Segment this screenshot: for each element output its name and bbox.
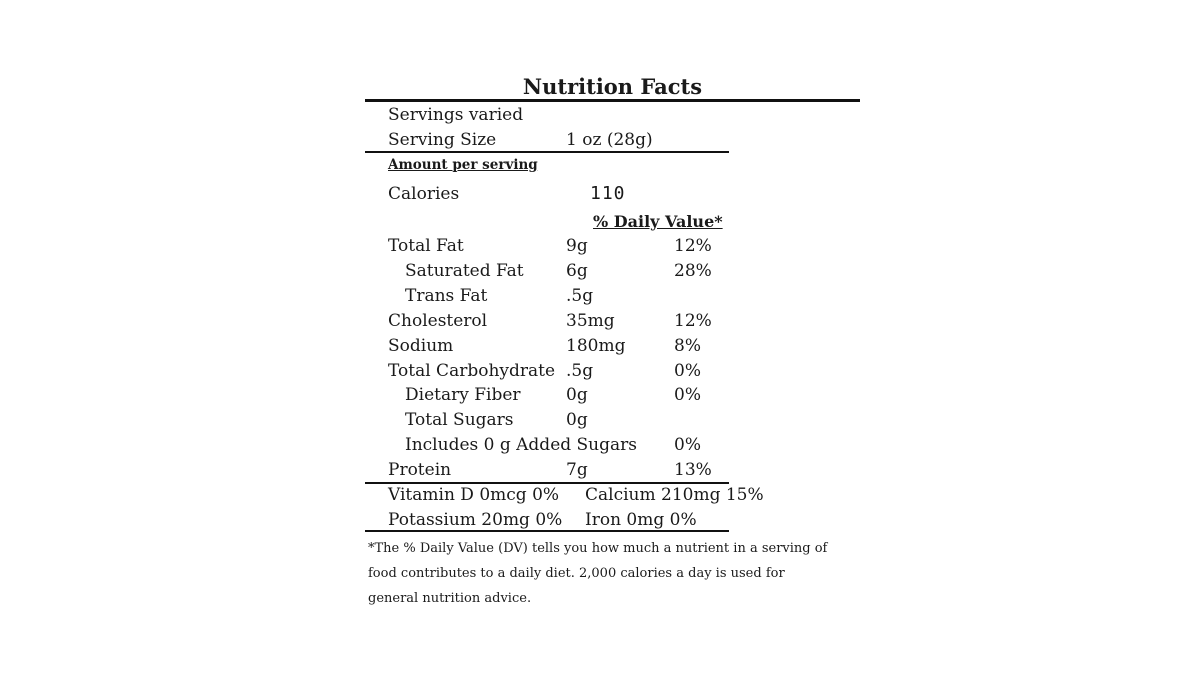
- daily-value-header: % Daily Value*: [593, 212, 723, 231]
- nutrient-name: Protein: [388, 460, 452, 481]
- nutrient-row: [0, 384, 1200, 408]
- amount-per-serving-header: Amount per serving: [388, 157, 538, 173]
- iron-text: Iron 0mg 0%: [585, 510, 697, 530]
- calcium-text: Calcium 210mg 15%: [585, 485, 764, 505]
- nutrient-daily-value: 13%: [674, 460, 712, 481]
- nutrient-daily-value: 28%: [674, 260, 712, 281]
- nutrient-row: [0, 260, 1200, 284]
- vitamin-d-text: Vitamin D 0mcg 0%: [388, 485, 560, 505]
- nutrient-amount: .5g: [566, 285, 594, 306]
- nutrient-row: [0, 235, 1200, 259]
- nutrient-row: [0, 434, 1200, 458]
- nutrient-amount: 9g: [566, 236, 588, 256]
- nutrient-name: Saturated Fat: [405, 260, 524, 281]
- nutrient-name: Trans Fat: [405, 285, 488, 306]
- nutrient-row: [0, 459, 1200, 483]
- nutrient-row: [0, 360, 1200, 384]
- nutrient-row: [0, 335, 1200, 359]
- daily-value-footnote: *The % Daily Value (DV) tells you how much a nutrient in a serving of food contributes to a daily diet. 2,000 calories a day is used for general nutrition advice.: [368, 541, 828, 606]
- nutrient-daily-value: 0%: [674, 360, 701, 381]
- calories-value: 110: [590, 183, 626, 204]
- calories-label: Calories: [388, 184, 460, 204]
- label-title: Nutrition Facts: [522, 74, 703, 99]
- nutrient-amount: 35mg: [566, 310, 615, 331]
- nutrient-amount: .5g: [566, 360, 594, 381]
- nutrient-amount: 7g: [566, 460, 588, 481]
- nutrient-amount: 0g: [566, 410, 588, 431]
- nutrient-daily-value: 8%: [674, 335, 701, 356]
- serving-divider: [365, 151, 729, 153]
- nutrient-row: [0, 409, 1200, 433]
- serving-size-value: 1 oz (28g): [566, 130, 653, 150]
- nutrient-amount: 0g: [566, 385, 588, 406]
- servings-text: Servings varied: [388, 105, 524, 125]
- nutrient-name: Total Sugars: [405, 410, 514, 431]
- nutrient-name: Sodium: [388, 335, 454, 356]
- title-divider: [365, 99, 860, 102]
- nutrient-daily-value: 0%: [674, 435, 701, 456]
- nutrient-name: Total Fat: [388, 236, 464, 256]
- nutrient-name: Includes 0 g Added Sugars: [405, 435, 637, 456]
- nutrient-daily-value: 12%: [674, 310, 712, 331]
- nutrient-name: Dietary Fiber: [405, 385, 521, 406]
- potassium-text: Potassium 20mg 0%: [388, 510, 563, 530]
- nutrient-row: [0, 310, 1200, 334]
- nutrient-daily-value: 0%: [674, 385, 701, 406]
- serving-size-label: Serving Size: [388, 130, 497, 150]
- nutrient-amount: 180mg: [566, 335, 626, 356]
- nutrient-row: [0, 285, 1200, 309]
- nutrient-name: Cholesterol: [388, 310, 488, 331]
- footnote-divider: [365, 530, 729, 532]
- nutrient-name: Total Carbohydrate: [388, 360, 556, 381]
- nutrient-daily-value: 12%: [674, 236, 712, 256]
- nutrient-amount: 6g: [566, 260, 588, 281]
